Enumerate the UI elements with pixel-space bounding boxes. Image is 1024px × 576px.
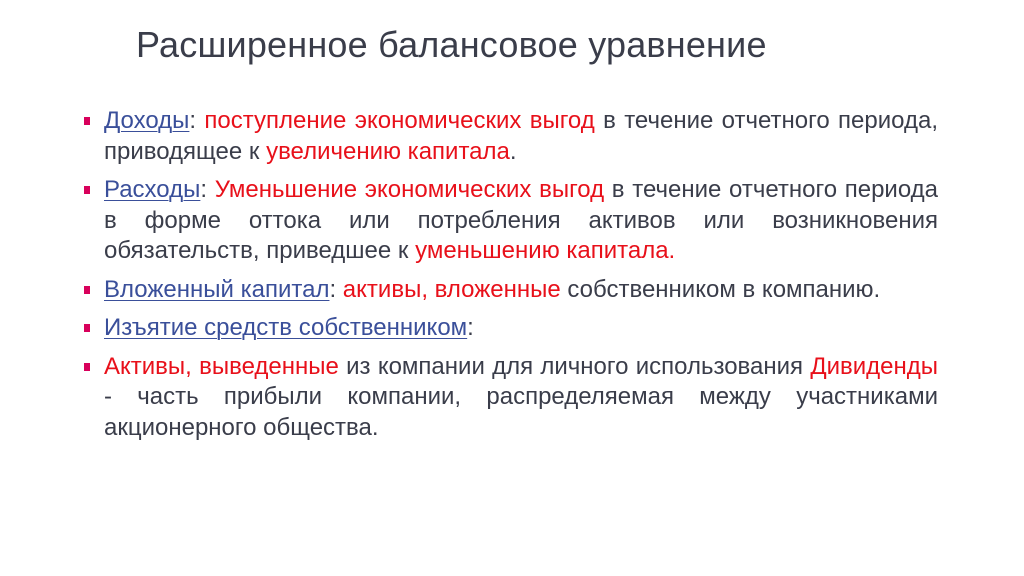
slide-title: Расширенное балансовое уравнение	[136, 24, 767, 65]
body-text: - часть прибыли компании, распределяемая между участниками акционерного общества.	[104, 383, 938, 441]
body-text: собственником в компанию.	[560, 275, 881, 303]
bullet-invested-capital	[82, 275, 938, 306]
bullet-marker-icon	[84, 324, 90, 332]
bullet-marker-icon	[84, 117, 90, 125]
highlight-text: Уменьшение экономических выгод	[214, 176, 605, 203]
bullet-marker-icon	[84, 363, 90, 371]
term-expenses[interactable]: Расходы	[104, 176, 201, 203]
bullet-marker-icon	[84, 186, 90, 194]
highlight-text: Дивиденды	[810, 352, 938, 380]
term-colon: :	[467, 314, 474, 341]
highlight-text: поступление экономических выгод	[204, 107, 595, 134]
term-colon: :	[200, 176, 215, 203]
body-text: .	[509, 137, 517, 165]
term-colon: :	[189, 107, 205, 134]
bullet-owner-withdrawal	[82, 313, 938, 344]
bullet-withdrawn-assets	[82, 352, 938, 444]
term-invested-capital[interactable]: Вложенный капитал	[104, 275, 330, 303]
bullet-list	[82, 106, 938, 451]
bullet-income	[82, 106, 938, 167]
bullet-marker-icon	[84, 286, 90, 294]
body-text: в течение отчетного периода, приводящее к	[104, 107, 938, 165]
term-income[interactable]: Доходы	[104, 107, 190, 134]
body-text: в течение отчетного периода в форме оттока или потребления активов или возникновения обязательств, приведшее к	[104, 176, 938, 264]
term-owner-withdrawal[interactable]: Изъятие средств собственником	[104, 314, 468, 341]
highlight-text: увеличению капитала	[266, 137, 510, 165]
term-colon: :	[329, 275, 343, 303]
highlight-text: уменьшению капитала.	[415, 237, 676, 264]
highlight-text: активы, вложенные	[342, 275, 561, 303]
highlight-text: Активы, выведенные	[104, 352, 339, 380]
body-text: из компании для личного использования	[338, 352, 811, 380]
bullet-expenses	[82, 175, 938, 267]
